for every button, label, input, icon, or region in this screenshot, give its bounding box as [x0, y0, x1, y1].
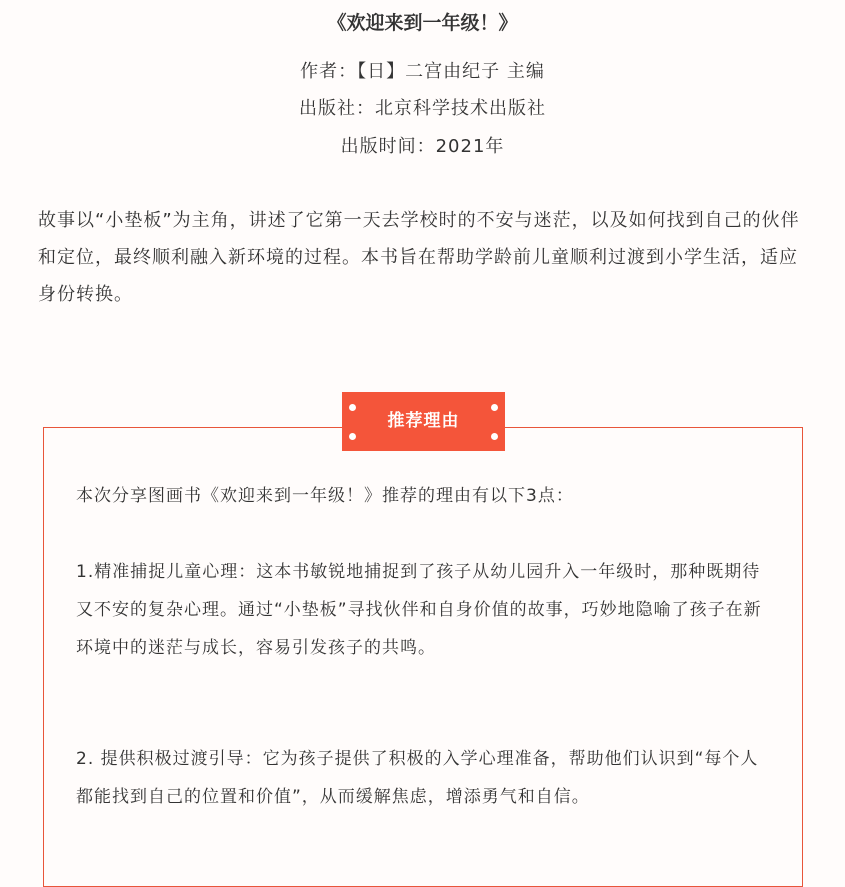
badge-dot-decoration: [349, 433, 356, 440]
recommendation-intro: 本次分享图画书《欢迎来到一年级！》推荐的理由有以下3点：: [76, 486, 574, 506]
recommendation-point: 1.精准捕捉儿童心理：这本书敏锐地捕捉到了孩子从幼儿园升入一年级时，那种既期待又不安的复杂心理。通过“小垫板”寻找伙伴和自身价值的故事，巧妙地隐喻了孩子在新环境中的迷茫与成长，容易引发孩子的共鸣。: [76, 562, 762, 658]
badge-dot-decoration: [491, 404, 498, 411]
badge-dot-decoration: [349, 404, 356, 411]
book-title: 《欢迎来到一年级！》: [327, 12, 518, 34]
recommendation-point: 2. 提供积极过渡引导：它为孩子提供了积极的入学心理准备，帮助他们认识到“每个人都能找到自己的位置和价值”，从而缓解焦虑，增添勇气和自信。: [76, 749, 759, 807]
book-author: 作者：【日】二宫由纪子 主编: [300, 61, 545, 82]
badge-label: 推荐理由: [387, 411, 460, 431]
badge-dot-decoration: [491, 433, 498, 440]
book-summary: 故事以“小垫板”为主角，讲述了它第一天去学校时的不安与迷茫，以及如何找到自己的伙伴和定位，最终顺利融入新环境的过程。本书旨在帮助学龄前儿童顺利过渡到小学生活，适应身份转换。: [38, 210, 800, 305]
recommendation-badge: [342, 392, 505, 451]
book-publish-date: 出版时间：2021年: [340, 136, 505, 157]
book-publisher: 出版社：北京科学技术出版社: [299, 98, 546, 119]
